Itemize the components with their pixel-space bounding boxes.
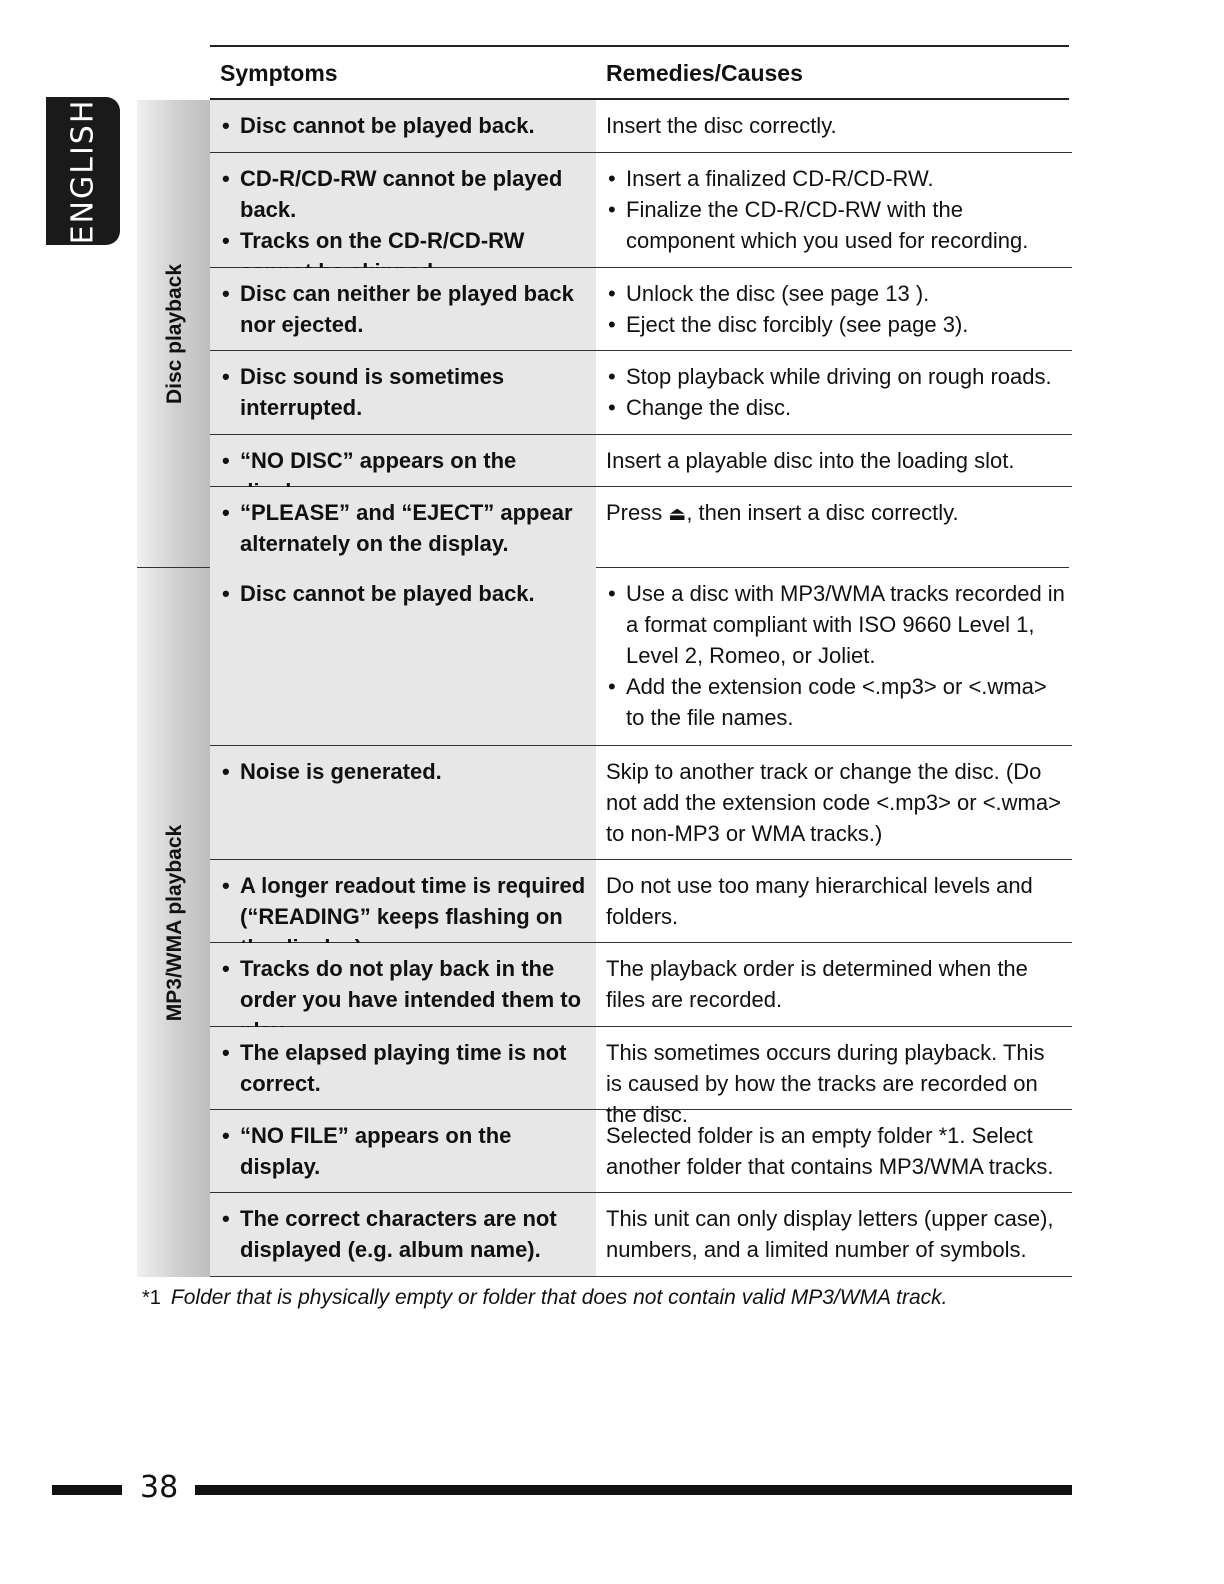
remedy-text xyxy=(606,497,1066,530)
symptom-cell xyxy=(210,100,596,152)
table-row xyxy=(210,860,1072,943)
symptom-cell xyxy=(210,568,596,745)
remedy-item: • Unlock the disc (see page 13 ). xyxy=(606,278,1066,309)
symptoms-column-header: Symptoms xyxy=(220,60,338,86)
symptom-cell xyxy=(210,487,596,568)
table-row xyxy=(210,153,1072,268)
remedy-text: Skip to another track or change the disc. (Do not add the extension code <.mp3> or <.wma> to non-MP3 or WMA tracks.) xyxy=(606,759,1061,846)
table-row xyxy=(210,487,1072,568)
symptom-item: • Noise is generated. xyxy=(220,756,588,787)
language-tab xyxy=(46,97,120,245)
table-row xyxy=(210,1027,1072,1127)
symptom-item: • Disc cannot be played back. xyxy=(220,110,588,141)
remedy-cell xyxy=(596,268,1072,350)
remedy-item: • Change the disc. xyxy=(606,392,1066,423)
symptom-cell xyxy=(210,746,596,859)
remedy-text: This sometimes occurs during playback. This is caused by how the tracks are recorded on the disc. xyxy=(606,1040,1045,1127)
remedy-cell xyxy=(596,568,1072,745)
symptom-cell xyxy=(210,1193,596,1276)
remedy-text: Selected folder is an empty folder *1. Select another folder that contains MP3/WMA tracks. xyxy=(606,1123,1054,1179)
symptom-cell xyxy=(210,435,596,486)
symptom-cell xyxy=(210,943,596,1026)
table-row xyxy=(210,1193,1072,1277)
remedy-prefix: Press xyxy=(606,500,663,525)
symptom-item: • Tracks do not play back in the order you have intended them to xyxy=(220,953,588,1046)
symptom-cell xyxy=(210,351,596,434)
remedy-cell xyxy=(596,1110,1072,1192)
remedy-item: • Use a disc with MP3/WMA tracks recorded in a format compliant with ISO 9660 Level 1, Level 2, Romeo, or Joliet. xyxy=(606,578,1066,671)
symptom-item: • The elapsed playing time is not correct. xyxy=(220,1037,588,1099)
disc-playback-band xyxy=(137,100,212,568)
remedy-text: Do not use too many hierarchical levels and folders. xyxy=(606,873,1033,929)
remedy-cell xyxy=(596,487,1072,568)
remedy-cell xyxy=(596,435,1072,486)
symptom-item: • “NO DISC” appears on the xyxy=(220,445,588,507)
remedy-cell xyxy=(596,153,1072,267)
symptom-cell xyxy=(210,860,596,942)
remedy-suffix: , then insert a disc correctly. xyxy=(686,500,959,525)
remedy-item: • Finalize the CD-R/CD-RW with the component which you used for recording. xyxy=(606,194,1066,256)
remedy-cell xyxy=(596,1193,1072,1276)
table-row xyxy=(210,1110,1072,1193)
page-number: 38 xyxy=(140,1470,179,1505)
remedy-item: • Insert a finalized CD-R/CD-RW. xyxy=(606,163,1066,194)
remedy-text: Insert a playable disc into the loading slot. xyxy=(606,448,1015,473)
remedy-item: • Eject the disc forcibly (see page 3). xyxy=(606,309,1066,340)
remedy-text: Insert the disc correctly. xyxy=(606,113,837,138)
top-rule xyxy=(210,45,1069,47)
remedy-cell xyxy=(596,100,1072,152)
remedy-cell xyxy=(596,351,1072,434)
table-row xyxy=(210,746,1072,860)
remedy-text: This unit can only display letters (upper case), numbers, and a limited number of symbols. xyxy=(606,1206,1054,1262)
footnote xyxy=(142,1286,947,1310)
symptom-cell xyxy=(210,1110,596,1192)
footnote-text: Folder that is physically empty or folder that does not contain valid MP3/WMA track. xyxy=(170,1286,948,1309)
remedy-cell xyxy=(596,943,1072,1026)
page-bar-left xyxy=(52,1485,122,1495)
table-row xyxy=(210,568,1072,746)
mp3-wma-playback-label: MP3/WMA playback xyxy=(162,824,186,1021)
symptom-cell xyxy=(210,153,596,267)
table-header xyxy=(210,52,1069,100)
symptom-item: • A longer readout time is required (“READING” keeps flashing on xyxy=(220,870,588,963)
symptom-item: • Disc sound is sometimes interrupted. xyxy=(220,361,588,423)
symptom-cell xyxy=(210,268,596,350)
symptom-item: • CD-R/CD-RW cannot be played back. xyxy=(220,163,588,225)
table-row xyxy=(210,100,1072,153)
table-row xyxy=(210,351,1072,435)
mp3-wma-playback-band xyxy=(137,568,212,1277)
page-bar-right xyxy=(195,1485,1072,1495)
disc-playback-label: Disc playback xyxy=(162,263,186,405)
remedy-cell xyxy=(596,1027,1072,1127)
remedy-item: • Add the extension code <.mp3> or <.wma> to the file names. xyxy=(606,671,1066,733)
symptom-cell xyxy=(210,1027,596,1109)
eject-icon: ⏏ xyxy=(668,504,687,525)
remedy-item: • Stop playback while driving on rough roads. xyxy=(606,361,1066,392)
language-tab-label: ENGLISH xyxy=(65,98,101,244)
remedy-cell xyxy=(596,746,1072,859)
remedies-column-header: Remedies/Causes xyxy=(606,60,803,86)
table-row xyxy=(210,268,1072,351)
symptom-item: • “NO FILE” appears on the display. xyxy=(220,1120,588,1182)
symptom-item: • Disc cannot be played back. xyxy=(220,578,588,609)
symptom-item: • “PLEASE” and “EJECT” appear alternately on the display. xyxy=(220,497,588,559)
symptom-item: • Disc can neither be played back nor ejected. xyxy=(220,278,588,340)
symptom-item: • The correct characters are not displayed (e.g. album name). xyxy=(220,1203,588,1265)
symptom-item: • Tracks on the CD-R/CD-RW xyxy=(220,225,588,287)
table-row xyxy=(210,435,1072,487)
remedy-text: The playback order is determined when the files are recorded. xyxy=(606,956,1028,1012)
footnote-mark: *1 xyxy=(142,1287,161,1309)
remedy-cell xyxy=(596,860,1072,942)
table-row xyxy=(210,943,1072,1027)
